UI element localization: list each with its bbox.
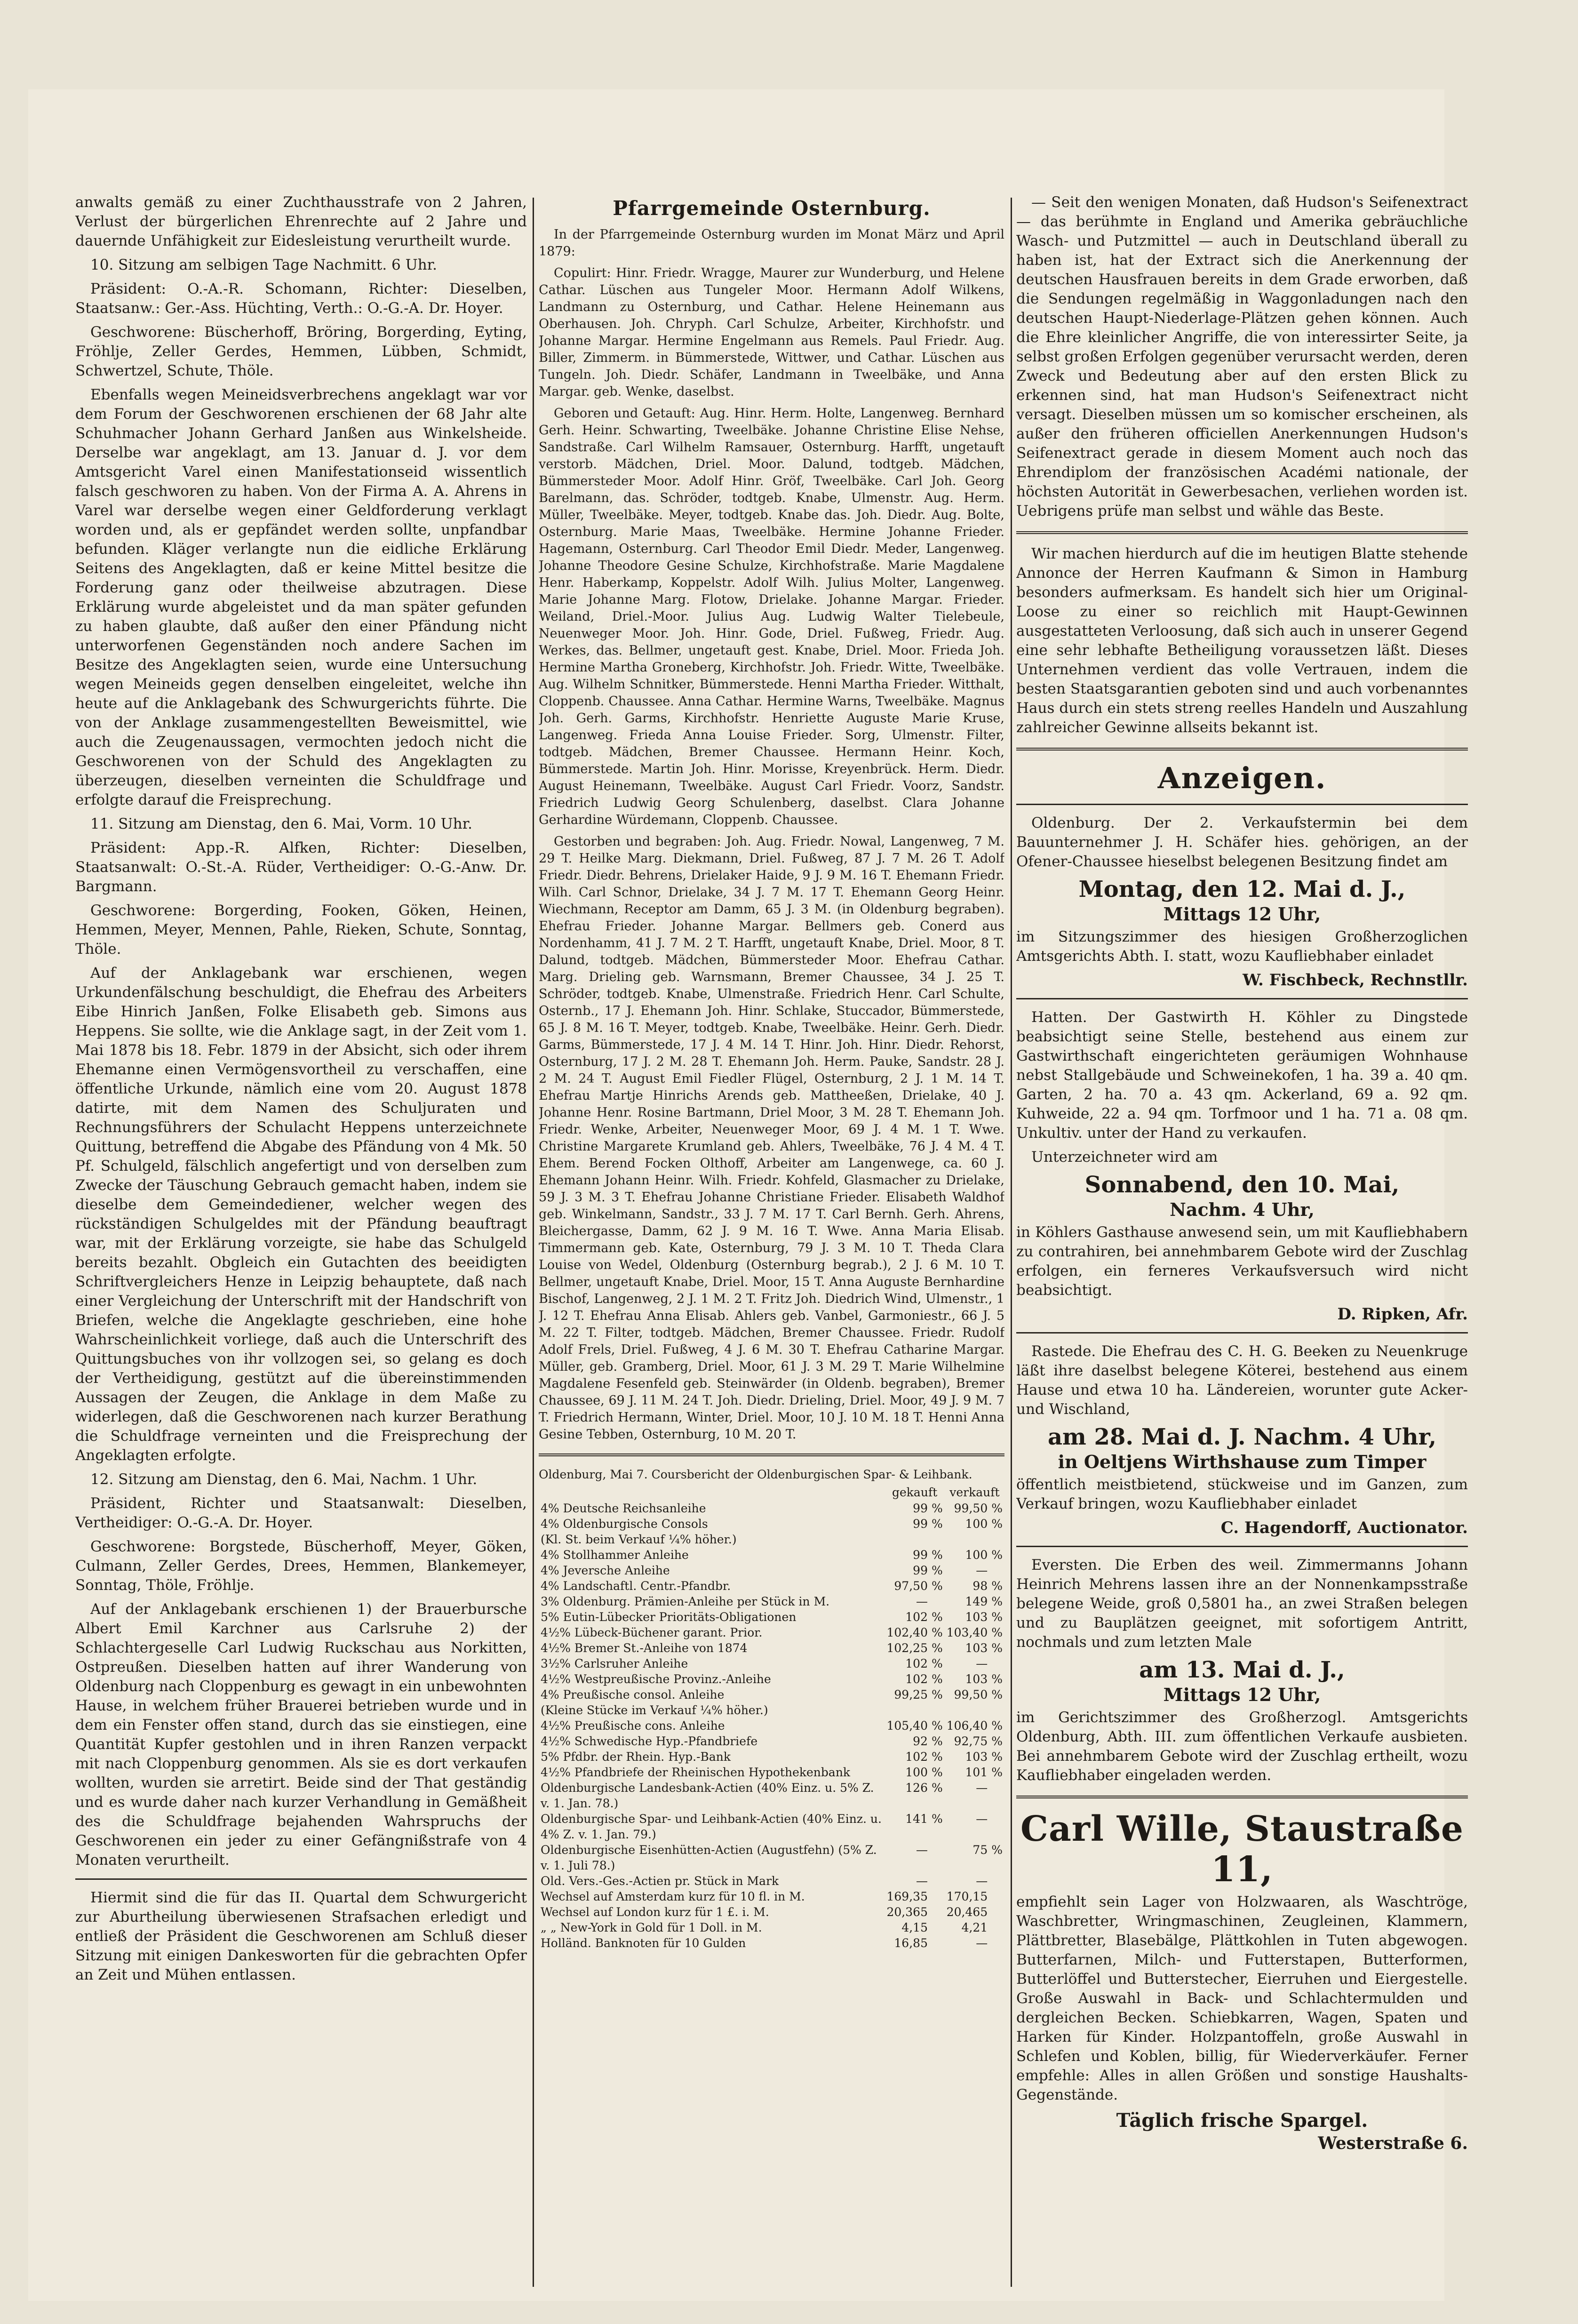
spargel-address: Westerstraße 6. bbox=[1318, 2133, 1468, 2153]
ad-oldenburg-text: Oldenburg. Der 2. Verkaufstermin bei dem Bauunternehmer J. H. Schäfer hies. gehörigen, an der Ofener-Chaussee hieselbst belegenen Besitzung findet am bbox=[1016, 815, 1468, 870]
ad-eversten-time: Mittags 12 Uhr, bbox=[1163, 1684, 1321, 1705]
kurs-cell-v: 103 bbox=[965, 1641, 988, 1655]
col-gekauft: gekauft bbox=[892, 1485, 938, 1499]
kurs-row bbox=[539, 1532, 1004, 1547]
kurs-row bbox=[539, 1609, 1004, 1625]
kurs-row bbox=[539, 1625, 1004, 1640]
kurs-cell-name: Wechsel auf London kurz für 1 £. i. M. bbox=[541, 1905, 769, 1919]
kurs-cell-u bbox=[930, 1702, 945, 1718]
divider bbox=[1016, 748, 1468, 751]
kursbericht-table bbox=[539, 1484, 1004, 1951]
kurs-cell-u: % bbox=[931, 1734, 943, 1748]
kurs-cell-g: 100 bbox=[905, 1765, 928, 1779]
ad-rastede-place: in Oeltjens Wirthshause zum Timper bbox=[1058, 1451, 1427, 1472]
session-heading: 11. Sitzung am Dienstag, den 6. Mai, Vorm. 10 Uhr. bbox=[90, 815, 473, 832]
kurs-cell-u: % bbox=[931, 1781, 943, 1795]
kurs-cell-name: (Kleine Stücke im Verkauf ¼% höher.) bbox=[541, 1703, 768, 1717]
kurs-cell-v: — bbox=[976, 1564, 988, 1577]
divider bbox=[1016, 998, 1468, 999]
kurs-cell-u: % bbox=[931, 1626, 943, 1639]
ad-oldenburg-text2: im Sitzungszimmer des hiesigen Großherzoglichen Amtsgerichts Abth. I. statt, wozu Kaufliebhaber einladet bbox=[1016, 928, 1468, 965]
kurs-cell-g: 102 bbox=[905, 1610, 928, 1624]
kurs-cell-name: Holländ. Banknoten für 10 Gulden bbox=[541, 1936, 746, 1950]
ad-rastede-text: Rastede. Die Ehefrau des C. H. G. Beeken zu Neuenkruge läßt ihre daselbst belegene Köterei, bestehend aus einem Hause und etwa 10 ha. Ländereien, worunter gute Acker- und Wischland, bbox=[1016, 1343, 1468, 1418]
kurs-cell-g: 102,40 bbox=[886, 1626, 928, 1639]
paragraph: Präsident: O.-A.-R. Schomann, Richter: Dieselben, Staatsanw.: Ger.-Ass. Hüchting, Verth.: O.-G.-A. Dr. Hoyer. bbox=[75, 280, 527, 317]
left-column bbox=[75, 193, 527, 2292]
kurs-cell-v: 149 bbox=[965, 1595, 988, 1608]
kurs-row bbox=[539, 1873, 1004, 1889]
kurs-cell-name: 4½% Lübeck-Büchener garant. Prior. bbox=[541, 1626, 763, 1639]
ad-rastede-date: am 28. Mai d. J. Nachm. 4 Uhr, bbox=[1047, 1424, 1437, 1450]
kurs-cell-name: 4% Deutsche Reichsanleihe bbox=[541, 1501, 706, 1515]
kurs-cell-name: Oldenburgische Eisenhütten-Actien (Augustfehn) (5% Z. v. 1. Juli 78.) bbox=[541, 1843, 877, 1872]
gestorben-text: Gestorben und begraben: Joh. Aug. Friedr. Nowal, Langenweg, 7 M. 29 T. Heilke Marg. Diekmann, Driel. Fußweg, 87 J. 7 M. 26 T. Adolf Friedr. Diedr. Behrens, Drielaker Haide, 9 J. 9 M. 16 T. Ehemann Friedr. Wilh. Carl Schnor, Drielake, 34 J. 7 M. 17 T. Ehemann Georg Heinr. Wiechmann, Receptor am Damm, 65 J. 3 M. (in Oldenburg begraben). Ehefrau Frieder. Johanne Margar. Bellmers geb. Conerd aus Nordenhamm, 41 J. 7 M. 2 T. Harfft, ungetauft Knabe, Driel. Moor, 8 T. Dalund, todtgeb. Mädchen, Bümmersteder Moor. Ehefrau Cathar. Marg. Drieling geb. Warnsmann, Bremer Chaussee, 34 J. 25 T. Schröder, todtgeb. Knabe, Ulmenstraße. Friedrich Henr. Carl Schulte, Osternb., 17 J. Ehemann Joh. Hinr. Schlake, Stuccador, Bümmerstede, 65 J. 8 M. 16 T. Meyer, todtgeb. Knabe, Tweelbäke. Heinr. Gerh. Diedr. Garms, Bümmerstede, 17 J. 4 M. 14 T. Hinr. Joh. Hinr. Diedr. Rehorst, Osternburg, 17 J. 2 M. 28 T. Ehemann Joh. Herm. Pauke, Sandstr. 28 J. 2 M. 24 T. August Emil Fiedler Flügel, Osternburg, 2 J. 1 M. 14 T. Ehefrau Martje Hinrichs Arends geb. Mattheeßen, Drielake, 40 J. Johanne Henr. Rosine Bartmann, Driel Moor, 3 M. 28 T. Ehemann Joh. Friedr. Wenke, Arbeiter, Neuenweger Moor, 69 J. 4 M. 1 T. Wwe. Christine Margarete Krumland geb. Ahlers, Tweelbäke, 76 J. 4 M. 4 T. Ehem. Berend Focken Olthoff, Arbeiter am Langenwege, ca. 60 J. Ehemann Johann Heinr. Wilh. Friedr. Kohfeld, Glasmacher zu Drielake, 59 J. 3 M. 3 T. Ehefrau Johanne Christiane Frieder. Elisabeth Waldhof geb. Winkelmann, Sandstr., 33 J. 7 M. 17 T. Carl Bernh. Gerh. Ahrens, Bleichergasse, Damm, 62 J. 9 M. 16 T. Wwe. Anna Maria Elisab. Timmermann geb. Kate, Osternburg, 79 J. 3 M. 10 T. Theda Clara Louise von Wedel, Oldenburg (Osternburg begrab.), 2 J. 6 M. 10 T. Bellmer, ungetauft Knabe, Driel. Moor, 15 T. Anna Auguste Bernhardine Bischof, Langenweg, 2 J. 1 M. 2 T. Fritz Joh. Diedrich Wind, Ulmenstr., 1 J. 12 T. Ehefrau Anna Elisab. Ahlers geb. Vanbel, Garmoniestr., 66 J. 5 M. 22 T. Filter, todtgeb. Mädchen, Bremer Chaussee. Friedr. Rudolf Adolf Frels, Driel. Fußweg, 4 J. 6 M. 30 T. Ehefrau Catharine Margar. Müller, geb. Gramberg, Driel. Moor, 61 J. 3 M. 29 T. Marie Wilhelmine Magdalene Fesenfeld geb. Steinwärder (in Oldenb. begraben), Bremer Chaussee, 69 J. 11 M. 24 T. Joh. Diedr. Drieling, Driel. Moor, 49 J. 9 M. 7 T. Friedrich Hermann, Winter, Driel. Moor, 10 J. 10 M. 18 T. Henni Anna Gesine Tebben, Osternburg, 10 M. 20 T. bbox=[539, 834, 1004, 1442]
kurs-cell-g bbox=[885, 1702, 930, 1718]
ad-hatten-time: Nachm. 4 Uhr, bbox=[1170, 1199, 1315, 1220]
kurs-cell-g bbox=[885, 1532, 930, 1547]
kurs-cell-v: 100 bbox=[965, 1517, 988, 1531]
kurs-cell-name: 4% Stollhammer Anleihe bbox=[541, 1548, 689, 1562]
kurs-cell-u2: % bbox=[991, 1595, 1003, 1608]
kurs-cell-g: 102 bbox=[905, 1750, 928, 1764]
paragraph: anwalts gemäß zu einer Zuchthausstrafe von 2 Jahren, Verlust der bürgerlichen Ehrenrechte auf 2 Jahre und dauernde Unfähigkeit zur Eidesleistung verurtheilt wurde. bbox=[75, 194, 527, 249]
geboren-text: Geboren und Getauft: Aug. Hinr. Herm. Holte, Langenweg. Bernhard Gerh. Heinr. Schwarting, Tweelbäke. Johanne Christine Elise Nehse, Sandstraße. Carl Wilhelm Ramsauer, Osternburg. Harfft, ungetauft verstorb. Mädchen, Driel. Moor. Dalund, todtgeb. Mädchen, Bümmersteder Moor. Adolf Hinr. Gröf, Tweelbäke. Carl Joh. Georg Barelmann, das. Schröder, todtgeb. Knabe, Ulmenstr. Aug. Herm. Müller, Tweelbäke. Meyer, todtgeb. Knabe das. Joh. Diedr. Aug. Bolte, Osternburg. Marie Maas, Tweelbäke. Hermine Johanne Frieder. Hagemann, Osternburg. Carl Theodor Emil Diedr. Meder, Langenweg. Johanne Theodore Gesine Schulze, Kirchhofstraße. Marie Magdalene Henr. Haberkamp, Koppelstr. Adolf Wilh. Julius Molter, Langenweg. Marie Johanne Marg. Flotow, Drielake. Johanne Margar. Frieder. Weiland, Driel.-Moor. Julius Aug. Ludwig Walter Tielebeule, Neuenweger Moor. Joh. Hinr. Gode, Driel. Fußweg, Friedr. Aug. Werkes, das. Bellmer, ungetauft gest. Knabe, Driel. Moor. Frieda Joh. Hermine Martha Groneberg, Kirchhofstr. Joh. Friedr. Witte, Tweelbäke. Aug. Wilhelm Schnitker, Bümmerstede. Henni Martha Frieder. Witthalt, Cloppenb. Chaussee. Anna Cathar. Hermine Warns, Tweelbäke. Magnus Joh. Gerh. Garms, Kirchhofstr. Henriette Auguste Marie Kruse, Langenweg. Frieda Anna Louise Frieder. Sorg, Ulmenstr. Filter, todtgeb. Mädchen, Bremer Chaussee. Hermann Heinr. Koch, Bümmerstede. Martin Joh. Hinr. Morisse, Kreyenbrück. Herm. Diedr. August Heinemann, Tweelbäke. August Carl Friedr. Voorz, Sandstr. Friedrich Ludwig Georg Schulenberg, daselbst. Clara Johanne Gerhardine Würdemann, Cloppenb. Chaussee. bbox=[539, 406, 1004, 827]
ad-rastede-text2: öffentlich meistbietend, stückweise und im Ganzen, zum Verkauf bringen, wozu Kaufliebhaber einladet bbox=[1016, 1476, 1468, 1512]
kurs-cell-name: 4½% Pfandbriefe der Rheinischen Hypothekenbank bbox=[541, 1765, 851, 1779]
kurs-row bbox=[539, 1889, 1004, 1904]
kurs-cell-u2 bbox=[989, 1702, 1004, 1718]
middle-column bbox=[539, 193, 1004, 2292]
kurs-cell-v: 103,40 bbox=[946, 1626, 988, 1639]
kurs-cell-v bbox=[945, 1532, 989, 1547]
kurs-cell-g: 20,365 bbox=[886, 1905, 928, 1919]
kurs-cell-name: 5% Eutin-Lübecker Prioritäts-Obligationen bbox=[541, 1610, 797, 1624]
paragraph: Geschworene: Borgerding, Fooken, Göken, Heinen, Hemmen, Meyer, Mennen, Pahle, Rieken, Schute, Sonntag, Thöle. bbox=[75, 902, 527, 958]
kurs-cell-g: 105,40 bbox=[886, 1719, 928, 1733]
ad-hatten-text: Hatten. Der Gastwirth H. Köhler zu Dingstede beabsichtigt seine Stelle, bestehend aus einem zur Gastwirthschaft eingerichteten geräumigen Wohnhause nebst Stallgebäude und Schweinekofen, 1 ha. 39 a. 40 qm. Garten, 2 ha. 70 a. 43 qm. Ackerland, 69 a. 92 qm. Kuhweide, 22 a. 94 qm. Torfmoor und 1 ha. 71 a. 08 qm. Unkultiv. unter der Hand zu verkaufen. bbox=[1016, 1009, 1468, 1142]
divider bbox=[1016, 1796, 1468, 1798]
kurs-cell-u2: % bbox=[991, 1501, 1003, 1515]
kurs-cell-v: 99,50 bbox=[954, 1688, 988, 1701]
ad-eversten-date: am 13. Mai d. J., bbox=[1139, 1657, 1345, 1683]
section-title: Pfarrgemeinde Osternburg. bbox=[613, 197, 931, 220]
kurs-cell-g: 97,50 bbox=[894, 1579, 928, 1593]
kurs-cell-v: 20,465 bbox=[946, 1905, 988, 1919]
kurs-row bbox=[539, 1749, 1004, 1765]
kurs-cell-u2: % bbox=[991, 1734, 1003, 1748]
kurs-cell-v: 103 bbox=[965, 1672, 988, 1686]
kurs-row bbox=[539, 1594, 1004, 1609]
spargel-title: Täglich frische Spargel. bbox=[1116, 2109, 1368, 2132]
paragraph: Ebenfalls wegen Meineidsverbrechens angeklagt war vor dem Forum der Geschworenen erschienen der 68 Jahr alte Schuhmacher Johann Gerhard Janßen aus Winkelsheide. Derselbe war angeklagt, am 13. Januar d. J. vor dem Amtsgericht Varel einen Manifestationseid wissentlich falsch geschworen zu haben. Von der Firma A. A. Ahrens in Varel war derselbe wegen einer Geldforderung verklagt worden und, als er gepfändet werden sollte, unpfandbar befunden. Kläger verlangte nun die eidliche Erklärung Seitens des Angeklagten, daß er keine Mittel besitze die Forderung ganz oder theilweise abzutragen. Diese Erklärung wurde abgeleistet und da man später gefunden zu haben glaubte, daß außer den einer Pfändung nicht unterworfenen Gegenständen noch andere Sachen im Besitze des Angeklagten seien, wurde eine Untersuchung wegen Meineids gegen denselben eingeleitet, welche ihn heute auf die Anklagebank des Schwurgerichts führte. Die von der Anklage zusammengestellten Beweismittel, wie auch die Zeugenaussagen, vermochten jedoch nicht die Geschworenen von der Schuld des Angeklagten zu überzeugen, dieselben verneinten die Schuldfrage und erfolgte darauf die Freisprechung. bbox=[75, 386, 527, 808]
kurs-cell-u2: % bbox=[991, 1548, 1003, 1562]
kurs-cell-u2 bbox=[989, 1656, 1004, 1671]
kurs-cell-u2 bbox=[989, 1920, 1004, 1935]
kurs-cell-u: % bbox=[931, 1812, 943, 1826]
kurs-cell-u2: % bbox=[991, 1843, 1003, 1857]
kurs-cell-name: 4% Jeversche Anleihe bbox=[541, 1564, 670, 1577]
kurs-cell-u2: % bbox=[991, 1517, 1003, 1531]
kurs-cell-name: „ „ New-York in Gold für 1 Doll. in M. bbox=[541, 1921, 762, 1934]
kurs-cell-g: 102 bbox=[905, 1672, 928, 1686]
kurs-cell-u2: % bbox=[991, 1641, 1003, 1655]
kurs-cell-name: 4½% Schwedische Hyp.-Pfandbriefe bbox=[541, 1734, 758, 1748]
intro-text: In der Pfarrgemeinde Osternburg wurden im Monat März und April 1879: bbox=[539, 227, 1004, 259]
kurs-row bbox=[539, 1578, 1004, 1594]
kurs-cell-u2 bbox=[989, 1873, 1004, 1889]
kurs-cell-u bbox=[930, 1889, 945, 1904]
paragraph: Auf der Anklagebank erschienen 1) der Brauerbursche Albert Emil Karchner aus Carlsruhe 2) der Schlachtergeselle Carl Ludwig Ruckschau aus Norkitten, Ostpreußen. Dieselben hatten auf ihrer Wanderung von Oldenburg nach Cloppenburg es gewagt in ein unbewohnten Hause, in welchem früher Brauerei betrieben wurde und in dem ein Fenster offen stand, durch das sie einstiegen, eine Quantität Kupfer gestohlen und in ihren Ranzen verpackt mit nach Cloppenburg genommen. Als sie es dort verkaufen wollten, wurden sie arretirt. Beide sind der That geständig und es wurde daher nach kurzer Verhandlung in Gemäßheit des die Schuldfrage bejahenden Wahrspruchs der Geschworenen ein jeder zu einer Gefängnißstrafe von 4 Monaten verurtheilt. bbox=[75, 1601, 527, 1869]
kurs-cell-u: % bbox=[931, 1501, 943, 1515]
kaufmann-notice: Wir machen hierdurch auf die im heutigen Blatte stehende Annonce der Herren Kaufmann & Simon in Hamburg besonders aufmerksam. Es handelt sich hier um Original-Loose zu einer so reichlich mit Haupt-Gewinnen ausgestatteten Verloosung, daß sich auch in unserer Gegend eine sehr lebhafte Betheiligung voraussetzen läßt. Dieses Unternehmen verdient das volle Vertrauen, indem die besten Staatsgarantien geboten sind und auch vorbenanntes Haus durch ein stets streng reelles Handeln und Auszahlung zahlreicher Gewinne allseits bekannt ist. bbox=[1016, 545, 1468, 736]
kurs-cell-v: — bbox=[976, 1781, 988, 1795]
kurs-cell-u2: % bbox=[991, 1765, 1003, 1779]
kurs-cell-g: 4,15 bbox=[901, 1921, 928, 1934]
kurs-cell-g: 126 bbox=[905, 1781, 928, 1795]
kurs-cell-u: % bbox=[931, 1719, 943, 1733]
kurs-cell-g: 99 bbox=[913, 1517, 928, 1531]
session-heading: 10. Sitzung am selbigen Tage Nachmitt. 6 Uhr. bbox=[90, 256, 437, 273]
kurs-cell-u: % bbox=[931, 1564, 943, 1577]
hudson-notice: — Seit den wenigen Monaten, daß Hudson's Seifenextract — das berühmte in England und Amerika gebräuchliche Wasch- und Putzmittel — auch in Deutschland überall zu haben ist, hat der Extract sich die Anerkennung der deutschen Hausfrauen bereits in dem Grade erworben, daß die Sendungen regelmäßig in Waggonladungen nach den deutschen Haupt-Niederlage-Plätzen gehen können. Auch die Ehre kleinlicher Angriffe, die von interessirter Seite, ja selbst großen Erfolgen gegenüber verursacht werden, deren Zweck und Bedeutung aber auf den ersten Blick zu erkennen sind, hat man Hudson's Seifenextract nicht versagt. Dieselben müssen um so komischer erscheinen, als außer den früheren officiellen Anerkennungen Hudson's Seifenextract gerade in diesem Moment auch noch das Ehrendiplom der französischen Académi nationale, der höchsten Autorität in Gewerbesachen, verliehen worden ist. Uebrigens prüfe man selbst und wähle das Beste. bbox=[1016, 194, 1468, 519]
kurs-cell-g: 99 bbox=[913, 1548, 928, 1562]
column-rule bbox=[1011, 198, 1012, 2287]
kurs-row bbox=[539, 1780, 1004, 1811]
kurs-cell-v: 106,40 bbox=[946, 1719, 988, 1733]
kurs-row bbox=[539, 1501, 1004, 1516]
paragraph: Geschworene: Büscherhoff, Bröring, Borgerding, Eyting, Fröhlje, Zeller Gerdes, Hemmen, Lübben, Schmidt, Schwertzel, Schute, Thöle. bbox=[75, 324, 527, 379]
kurs-row bbox=[539, 1563, 1004, 1578]
kurs-cell-u bbox=[930, 1842, 945, 1873]
kurs-cell-name: 4½% Preußische cons. Anleihe bbox=[541, 1719, 725, 1733]
kurs-cell-u: % bbox=[931, 1657, 943, 1670]
kurs-cell-g: — bbox=[916, 1874, 928, 1888]
kurs-cell-u2: % bbox=[991, 1610, 1003, 1624]
kurs-cell-name: Oldenburgische Landesbank-Actien (40% Einz. u. 5% Z. v. 1. Jan. 78.) bbox=[541, 1781, 874, 1810]
kurs-row bbox=[539, 1935, 1004, 1951]
kurs-cell-name: Old. Vers.-Ges.-Actien pr. Stück in Mark bbox=[541, 1874, 779, 1888]
kurs-row bbox=[539, 1718, 1004, 1733]
kurs-cell-u2: % bbox=[991, 1750, 1003, 1764]
kurs-cell-u: % bbox=[931, 1641, 943, 1655]
kurs-row bbox=[539, 1702, 1004, 1718]
ad-hatten-date: Sonnabend, den 10. Mai, bbox=[1084, 1172, 1400, 1198]
kurs-cell-u2: % bbox=[991, 1719, 1003, 1733]
kurs-cell-u2 bbox=[989, 1780, 1004, 1811]
kurs-cell-name: 4% Landschaftl. Centr.-Pfandbr. bbox=[541, 1579, 731, 1593]
kurs-cell-v: 100 bbox=[965, 1548, 988, 1562]
kurs-cell-name: (Kl. St. beim Verkauf ¼% höher.) bbox=[541, 1533, 737, 1546]
kurs-cell-v: 99,50 bbox=[954, 1501, 988, 1515]
kurs-cell-u2 bbox=[989, 1889, 1004, 1904]
kurs-cell-name: 3% Oldenburg. Prämien-Anleihe per Stück in M. bbox=[541, 1595, 830, 1608]
kurs-cell-name: Oldenburgische Spar- und Leihbank-Actien (40% Einz. u. 4% Z. v. 1. Jan. 79.) bbox=[541, 1812, 882, 1841]
kurs-cell-v: 98 bbox=[972, 1579, 988, 1593]
kurs-cell-g: — bbox=[916, 1595, 928, 1608]
kurs-cell-name: 4% Preußische consol. Anleihe bbox=[541, 1688, 725, 1701]
kurs-cell-g: 102,25 bbox=[886, 1641, 928, 1655]
kurs-row bbox=[539, 1920, 1004, 1935]
kurs-cell-v: 101 bbox=[965, 1765, 988, 1779]
kurs-row bbox=[539, 1687, 1004, 1702]
ad-eversten-text2: im Gerichtszimmer des Großherzogl. Amtsgerichts Oldenburg, Abth. III. zum öffentlichen Verkaufe ausbieten. Bei annehmbarem Gebote wird der Zuschlag ertheilt, wozu Kaufliebhaber eingeladen werden. bbox=[1016, 1709, 1468, 1784]
ad-oldenburg-date: Montag, den 12. Mai d. J., bbox=[1078, 876, 1406, 902]
kurs-cell-u: % bbox=[931, 1688, 943, 1701]
session-heading: 12. Sitzung am Dienstag, den 6. Mai, Nachm. 1 Uhr. bbox=[90, 1471, 478, 1488]
kurs-cell-name: 5% Pfdbr. der Rhein. Hyp.-Bank bbox=[541, 1750, 731, 1764]
divider bbox=[1016, 1332, 1468, 1334]
kurs-cell-u2 bbox=[989, 1563, 1004, 1578]
paragraph: Präsident, Richter und Staatsanwalt: Dieselben, Vertheidiger: O.-G.-A. Dr. Hoyer. bbox=[75, 1495, 527, 1531]
kurs-cell-u2 bbox=[989, 1532, 1004, 1547]
kurs-cell-name: 4½% Bremer St.-Anleihe von 1874 bbox=[541, 1641, 748, 1655]
divider bbox=[1016, 531, 1468, 534]
ad-hatten-signature: D. Ripken, Afr. bbox=[1337, 1305, 1468, 1324]
kurs-cell-g: 102 bbox=[905, 1657, 928, 1670]
divider bbox=[1016, 1546, 1468, 1547]
kurs-row bbox=[539, 1671, 1004, 1687]
kurs-cell-v: 4,21 bbox=[961, 1921, 988, 1934]
right-column bbox=[1016, 193, 1468, 2292]
kurs-cell-g: — bbox=[916, 1843, 928, 1857]
kurs-cell-v: — bbox=[976, 1874, 988, 1888]
kurs-cell-v: 103 bbox=[965, 1750, 988, 1764]
kurs-cell-u2: % bbox=[991, 1626, 1003, 1639]
kurs-row bbox=[539, 1640, 1004, 1656]
newspaper-page bbox=[28, 89, 1468, 2301]
kurs-cell-g: 141 bbox=[905, 1812, 928, 1826]
col-verkauft: verkauft bbox=[949, 1485, 1000, 1499]
kurs-row bbox=[539, 1656, 1004, 1671]
kurs-cell-u: % bbox=[931, 1672, 943, 1686]
kurs-cell-u2 bbox=[989, 1935, 1004, 1951]
kurs-cell-v: 170,15 bbox=[946, 1890, 988, 1903]
kurs-cell-u bbox=[930, 1904, 945, 1920]
kurs-cell-u2: % bbox=[991, 1688, 1003, 1701]
ad-hatten-text2: Unterzeichneter wird am bbox=[1031, 1149, 1218, 1166]
paragraph: Auf der Anklagebank war erschienen, wegen Urkundenfälschung beschuldigt, die Ehefrau des Arbeiters Eibe Hinrich Janßen, Folke Elisabeth geb. Simons aus Heppens. Sie sollte, wie die Anklage sagt, in der Zeit vom 1. Mai 1878 bis 18. Febr. 1879 in der Absicht, sich oder ihrem Ehemanne einen Vermögensvortheil zu verschaffen, eine öffentliche Urkunde, nämlich eine vom 20. August 1878 datirte, mit dem Namen des Schuljuraten und Rechnungsführers der Schulacht Heppens unterzeichnete Quittung, betreffend die Abgabe des Pfändung von 4 Mk. 50 Pf. Schulgeld, fälschlich angefertigt und von derselben zum Zwecke der Täuschung Gebrauch gemacht haben, indem sie dieselbe dem Gemeindediener, welcher wegen des rückständigen Schulgeldes mit der Pfändung beauftragt war, mit der Erklärung vorzeigte, sie habe das Schulgeld bereits bezahlt. Obgleich ein Gutachten des beeidigten Schriftvergleichers Henze in Leipzig behauptete, daß nach einer Vergleichung der Unterschrift mit der Handschrift von Briefen, welche die Angeklagte geschrieben, eine hohe Wahrscheinlichkeit vorliege, daß auch die Unterschrift des Quittungsbuches von ihr vollzogen sei, so gelang es doch der Vertheidigung, gestützt auf die übereinstimmenden Aussagen der Zeugen, die Anklage in dem Maße zu widerlegen, daß die Geschworenen nach kurzer Berathung die Schuldfrage verneinten und die Freisprechung der Angeklagten erfolgte. bbox=[75, 965, 527, 1464]
kurs-cell-name: 4% Oldenburgische Consols bbox=[541, 1517, 708, 1531]
kurs-row bbox=[539, 1516, 1004, 1532]
kurs-cell-v: 75 bbox=[972, 1843, 988, 1857]
kurs-cell-u2 bbox=[989, 1811, 1004, 1842]
anzeigen-title: Anzeigen. bbox=[1157, 761, 1327, 795]
kurs-row bbox=[539, 1547, 1004, 1563]
kurs-cell-u bbox=[930, 1920, 945, 1935]
kurs-cell-name: Wechsel auf Amsterdam kurz für 10 fl. in M. bbox=[541, 1890, 805, 1903]
kurs-cell-u2: % bbox=[991, 1672, 1003, 1686]
kurs-row bbox=[539, 1904, 1004, 1920]
divider bbox=[1016, 804, 1468, 805]
kurs-cell-v: 92,75 bbox=[954, 1734, 988, 1748]
column-rule bbox=[533, 198, 534, 2287]
ad-oldenburg-signature: W. Fischbeck, Rechnstllr. bbox=[1243, 971, 1468, 990]
kurs-cell-g: 16,85 bbox=[894, 1936, 928, 1950]
divider bbox=[539, 1453, 1004, 1456]
kurs-cell-v: — bbox=[976, 1657, 988, 1670]
kurs-cell-u: % bbox=[931, 1517, 943, 1531]
kurs-cell-u2 bbox=[989, 1904, 1004, 1920]
carl-wille-title: Carl Wille, Staustraße 11, bbox=[1020, 1809, 1464, 1890]
kurs-cell-u2: % bbox=[991, 1579, 1003, 1593]
kurs-cell-u: % bbox=[931, 1548, 943, 1562]
kurs-cell-v: — bbox=[976, 1812, 988, 1826]
kurs-row bbox=[539, 1842, 1004, 1873]
kurs-cell-u: % bbox=[931, 1579, 943, 1593]
kurs-cell-u: % bbox=[931, 1750, 943, 1764]
divider bbox=[75, 1878, 527, 1880]
kurs-cell-g: 92 bbox=[913, 1734, 928, 1748]
kurs-cell-g: 99,25 bbox=[894, 1688, 928, 1701]
kurs-cell-u: % bbox=[931, 1610, 943, 1624]
kurs-row bbox=[539, 1811, 1004, 1842]
copulirt-text: Copulirt: Hinr. Friedr. Wragge, Maurer zur Wunderburg, und Helene Cathar. Lüschen aus Tungeler Moor. Hermann Adolf Wilkens, Landmann zu Osternburg, und Cathar. Helene Heinemann aus Oberhausen. Joh. Chryph. Carl Schulze, Arbeiter, Kirchhofstr. und Johanne Margar. Hermine Engelmann aus Remels. Paul Friedr. Aug. Biller, Zimmerm. in Bümmerstede, Wittwer, und Cathar. Lüschen aus Tungeln. Joh. Diedr. Schäfer, Landmann in Tweelbäke, und Anna Margar. geb. Wenke, daselbst. bbox=[539, 266, 1004, 399]
kurs-row bbox=[539, 1765, 1004, 1780]
kurs-cell-v: 103 bbox=[965, 1610, 988, 1624]
kurs-cell-u bbox=[930, 1594, 945, 1609]
kurs-cell-u: % bbox=[931, 1765, 943, 1779]
carl-wille-text: empfiehlt sein Lager von Holzwaaren, als Waschtröge, Waschbretter, Wringmaschinen, Zeugleinen, Klammern, Plättbretter, Blasebälge, Plättkohlen in Tuten abgewogen. Butterfarnen, Milch- und Futterstapen, Butterformen, Butterlöffel und Butterstecher, Eierruhen und Eiergestelle. Große Auswahl in Back- und Schlachtermulden und dergleichen Becken. Schiebkarren, Wagen, Spaten und Harken für Kinder. Holzpantoffeln, große Auswahl in Schlefen und Koblen, billig, für Wiederverkäufer. Ferner empfehle: Alles in allen Größen und sonstige Haushalts-Gegenstände. bbox=[1016, 1893, 1468, 2103]
kurs-cell-name: 4½% Westpreußische Provinz.-Anleihe bbox=[541, 1672, 771, 1686]
kurs-cell-v bbox=[945, 1702, 989, 1718]
paragraph: Präsident: App.-R. Alfken, Richter: Dieselben, Staatsanwalt: O.-St.-A. Rüder, Vertheidiger: O.-G.-Anw. Dr. Bargmann. bbox=[75, 839, 527, 895]
kurs-cell-name: 3½% Carlsruher Anleihe bbox=[541, 1657, 688, 1670]
paragraph: Geschworene: Borgstede, Büscherhoff, Meyer, Göken, Culmann, Zeller Gerdes, Drees, Hemmen, Blankemeyer, Sonntag, Thöle, Fröhlje. bbox=[75, 1538, 527, 1594]
kurs-cell-u bbox=[930, 1532, 945, 1547]
kurs-cell-g: 99 bbox=[913, 1564, 928, 1577]
paragraph: Hiermit sind die für das II. Quartal dem Schwurgericht zur Aburtheilung überwiesenen Strafsachen erledigt und entließ der Präsident die Geschworenen am Schluß dieser Sitzung mit einigen Dankesworten für die gebrachten Opfer an Zeit und Mühen entlassen. bbox=[75, 1889, 527, 1983]
kurs-row bbox=[539, 1733, 1004, 1749]
ad-hatten-text3: in Köhlers Gasthause anwesend sein, um mit Kaufliebhabern zu contrahiren, bei annehmbarem Gebote wird der Zuschlag erfolgen, ein ferneres Verkaufsversuch wird nicht beabsichtigt. bbox=[1016, 1224, 1468, 1299]
kurs-cell-v: — bbox=[976, 1936, 988, 1950]
kurs-cell-g: 99 bbox=[913, 1501, 928, 1515]
ad-oldenburg-time: Mittags 12 Uhr, bbox=[1163, 903, 1321, 925]
ad-rastede-signature: C. Hagendorff, Auctionator. bbox=[1220, 1518, 1468, 1537]
kurs-cell-g: 169,35 bbox=[886, 1890, 928, 1903]
kursbericht-header: Oldenburg, Mai 7. Coursbericht der Oldenburgischen Spar- & Leihbank. bbox=[539, 1468, 972, 1481]
kurs-cell-u bbox=[930, 1873, 945, 1889]
ad-eversten-text: Eversten. Die Erben des weil. Zimmermanns Johann Heinrich Mehrens lassen ihre an der Nonnenkampsstraße belegene Weide, groß 0,5801 ha., an zwei Straßen belegen und zu Bauplätzen geeignet, mit sofortigem Antritt, nochmals und zum letzten Male bbox=[1016, 1557, 1468, 1651]
kurs-cell-u bbox=[930, 1935, 945, 1951]
